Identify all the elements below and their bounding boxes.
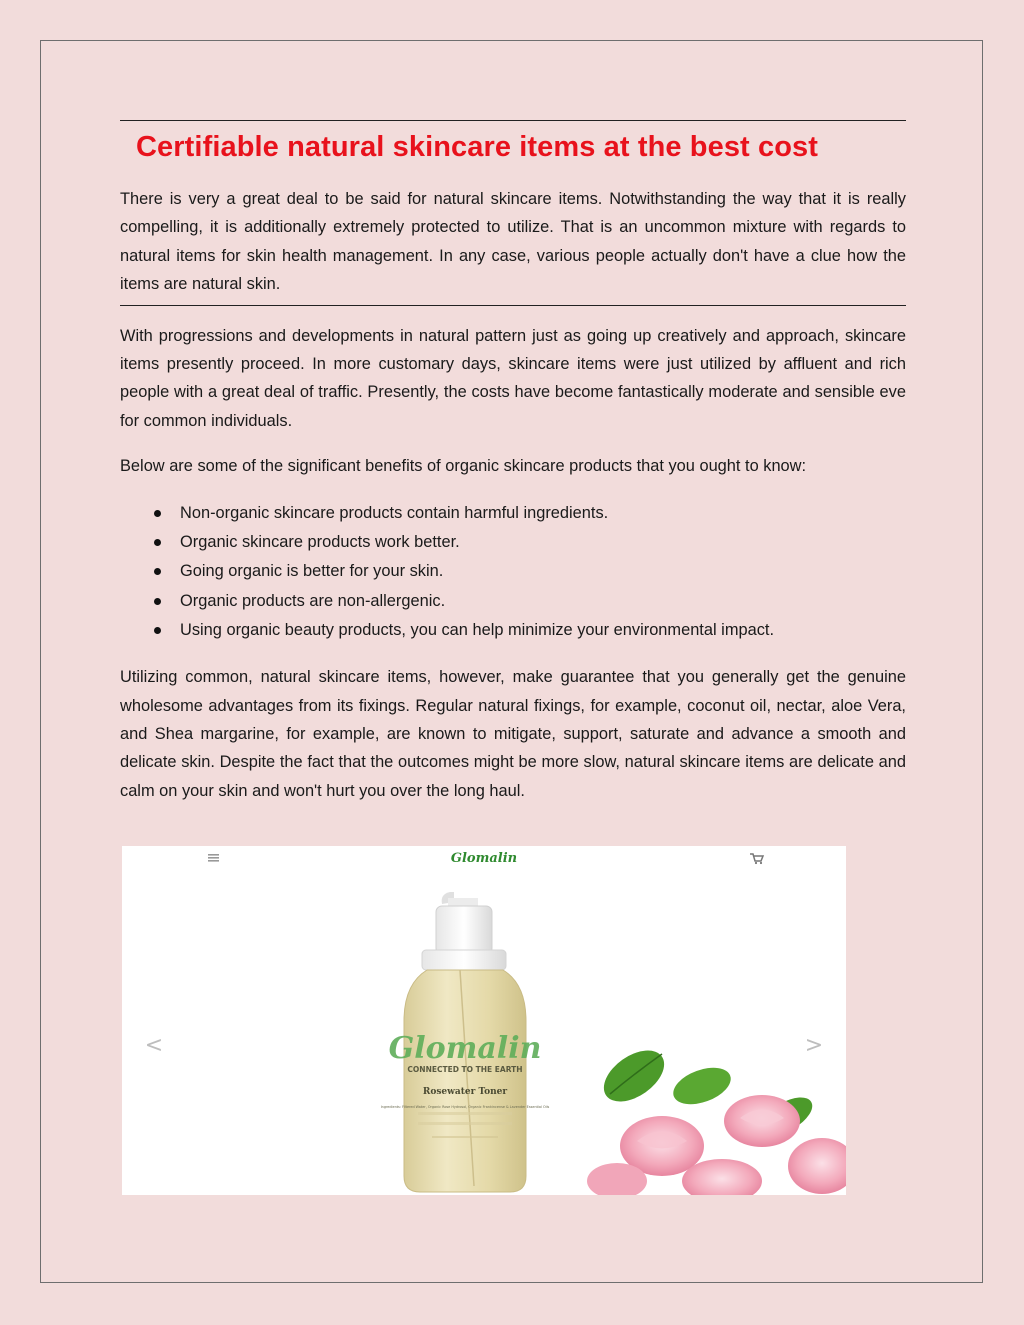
menu-icon bbox=[208, 854, 219, 862]
bullet-icon bbox=[154, 627, 161, 634]
closing-paragraph: Utilizing common, natural skincare items, however, make guarantee that you generally get the genuine wholesome advantages from its fixings. Regular natural fixings, for example, coconut oil, nectar, aloe Vera, and Shea margarine, for example, are known to mitigate, support, saturate and advance a smooth and delicate skin. Despite the fact that the outcomes might be more slow, natural skincare items are delicate and calm on your skin and won't hurt you over the long haul. bbox=[120, 668, 906, 800]
bottle-ingredients: Ingredients: Filtered Water, Organic Rose Hydrosol, Organic Frankincense & Lavender Essential Oils bbox=[380, 1105, 550, 1109]
bottle-product: Rosewater Toner bbox=[422, 1087, 508, 1097]
list-item-text: Using organic beauty products, you can help minimize your environmental impact. bbox=[180, 620, 775, 639]
list-item bbox=[120, 616, 906, 645]
list-item bbox=[120, 499, 906, 528]
bottle-brand: Glomalin bbox=[388, 1031, 542, 1066]
bullet-icon bbox=[154, 539, 161, 546]
intro-paragraph: There is very a great deal to be said for natural skincare items. Notwithstanding the way that it is really compelling, it is additionally extremely protected to utilize. That is an uncommon mixture with regards to natural items for skin health management. In any case, various people actually don't have a clue how the items are natural skin. bbox=[120, 190, 906, 294]
chevron-left-icon: < bbox=[144, 1033, 164, 1058]
product-photo-svg bbox=[122, 846, 846, 1195]
list-item bbox=[120, 587, 906, 616]
toner-bottle bbox=[381, 892, 550, 1192]
bullet-icon bbox=[154, 598, 161, 605]
list-item-text: Non-organic skincare products contain harmful ingredients. bbox=[180, 503, 609, 522]
chevron-right-icon: > bbox=[804, 1033, 824, 1058]
list-item-text: Going organic is better for your skin. bbox=[180, 562, 444, 581]
top-rule bbox=[120, 120, 906, 121]
benefits-intro-paragraph: Below are some of the significant benefits of organic skincare products that you ought to know: bbox=[120, 457, 807, 476]
progress-paragraph: With progressions and developments in natural pattern just as going up creatively and approach, skincare items presently proceed. In more customary days, skincare items were just utilized by affluent and rich people with a great deal of traffic. Presently, the costs have become fantastically moderate and sensible eve for common individuals. bbox=[120, 326, 906, 430]
brand-logo: Glomalin bbox=[450, 851, 518, 866]
product-photo bbox=[122, 846, 846, 1195]
document-body bbox=[120, 120, 906, 805]
bullet-icon bbox=[154, 510, 161, 517]
list-item-text: Organic skincare products work better. bbox=[180, 532, 460, 551]
page-title: Certifiable natural skincare items at the best cost bbox=[136, 131, 818, 163]
rose-flowers bbox=[587, 1040, 846, 1195]
bottle-tagline: CONNECTED TO THE EARTH bbox=[407, 1065, 523, 1074]
cart-icon bbox=[750, 854, 763, 864]
bullet-icon bbox=[154, 568, 161, 575]
list-item bbox=[120, 528, 906, 557]
list-item bbox=[120, 557, 906, 586]
section-rule bbox=[120, 305, 906, 306]
benefits-list bbox=[120, 499, 906, 645]
list-item-text: Organic products are non-allergenic. bbox=[180, 591, 446, 610]
